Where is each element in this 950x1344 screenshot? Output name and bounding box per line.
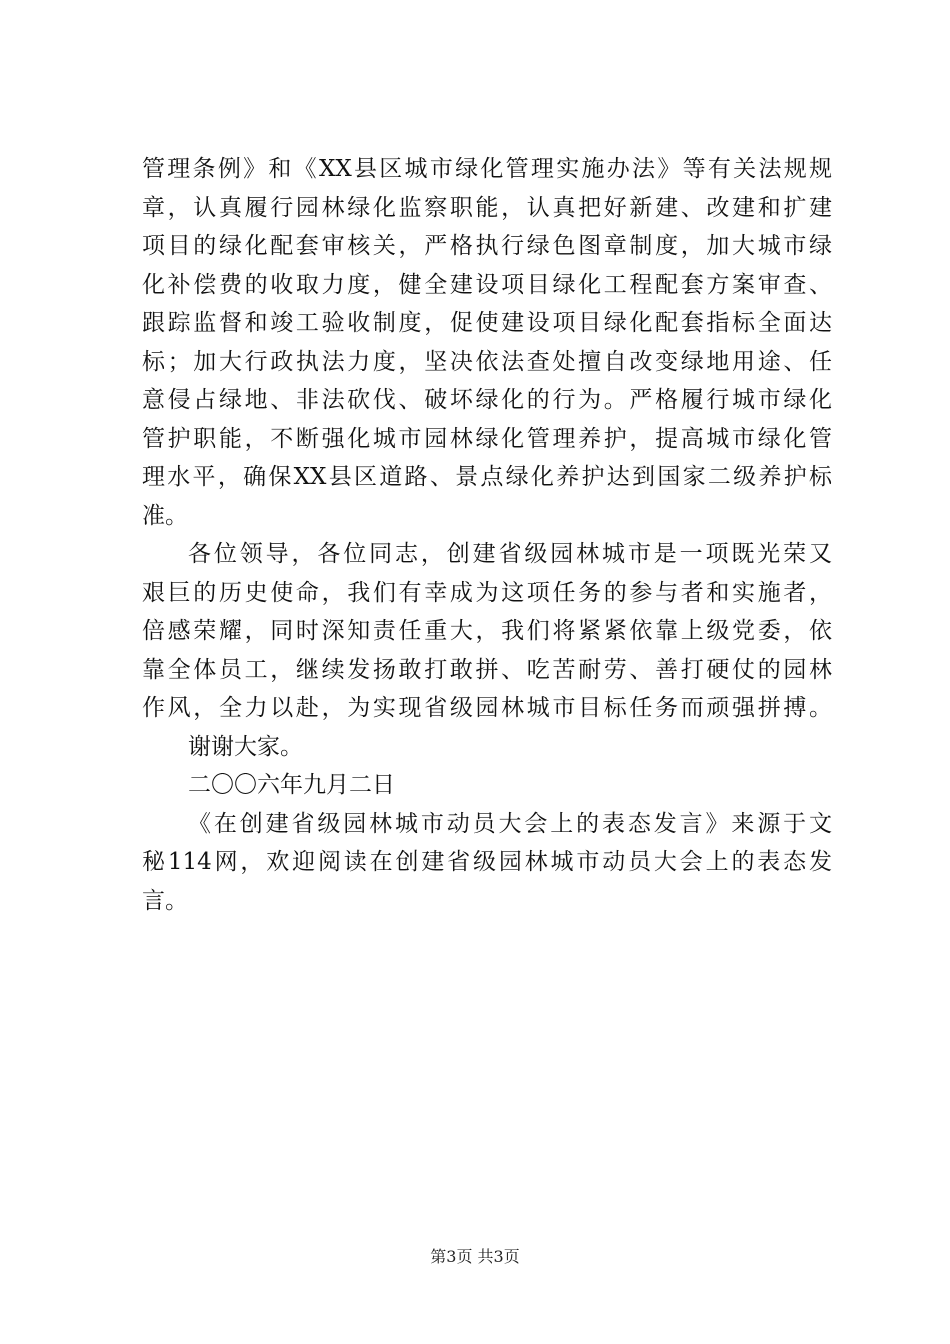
text-line: 各位领导，各位同志，创建省级园林城市是一项既光荣又 [188, 541, 832, 567]
text-line: 化补偿费的收取力度，健全建设项目绿化工程配套方案审查、 [142, 271, 832, 298]
text-line: 管护职能，不断强化城市园林绿化管理养护，提高城市绿化管 [142, 425, 832, 452]
paragraph-closing [142, 535, 832, 728]
text-line: 《在创建省级园林城市动员大会上的表态发言》来源于文 [188, 810, 832, 837]
text-line: 靠全体员工，继续发扬敢打敢拼、吃苦耐劳、善打硬仗的园林 [142, 656, 832, 683]
text-line: 艰巨的历史使命，我们有幸成为这项任务的参与者和实施者， [142, 579, 832, 606]
text-line: 标；加大行政执法力度，坚决依法查处擅自改变绿地用途、任 [142, 348, 832, 375]
text-line: 作风，全力以赴，为实现省级园林城市目标任务而顽强拼搏。 [142, 695, 832, 721]
document-body [142, 150, 832, 920]
text-line: 倍感荣耀，同时深知责任重大，我们将紧紧依靠上级党委，依 [142, 618, 832, 644]
text-line: 跟踪监督和竣工验收制度，促使建设项目绿化配套指标全面达 [142, 310, 832, 336]
text-line: 准。 [142, 502, 188, 529]
text-line: 管理条例》和《XX县区城市绿化管理实施办法》等有关法规规 [142, 156, 832, 182]
text-line: 言。 [142, 887, 188, 914]
text-line: 项目的绿化配套审核关，严格执行绿色图章制度，加大城市绿 [142, 233, 832, 259]
text-line: 秘114网，欢迎阅读在创建省级园林城市动员大会上的表态发 [142, 849, 832, 875]
page-footer: 第3页 共3页 [430, 1247, 520, 1266]
text-line: 章，认真履行园林绿化监察职能，认真把好新建、改建和扩建 [142, 194, 832, 221]
text-line: 意侵占绿地、非法砍伐、破坏绿化的行为。严格履行城市绿化 [142, 387, 832, 413]
paragraph-source [142, 805, 832, 921]
date-line: 二〇〇六年九月二日 [188, 772, 395, 798]
text-line: 理水平，确保XX县区道路、景点绿化养护达到国家二级养护标 [142, 464, 832, 490]
paragraph-regulations [142, 150, 832, 535]
thanks-line: 谢谢大家。 [188, 733, 303, 760]
